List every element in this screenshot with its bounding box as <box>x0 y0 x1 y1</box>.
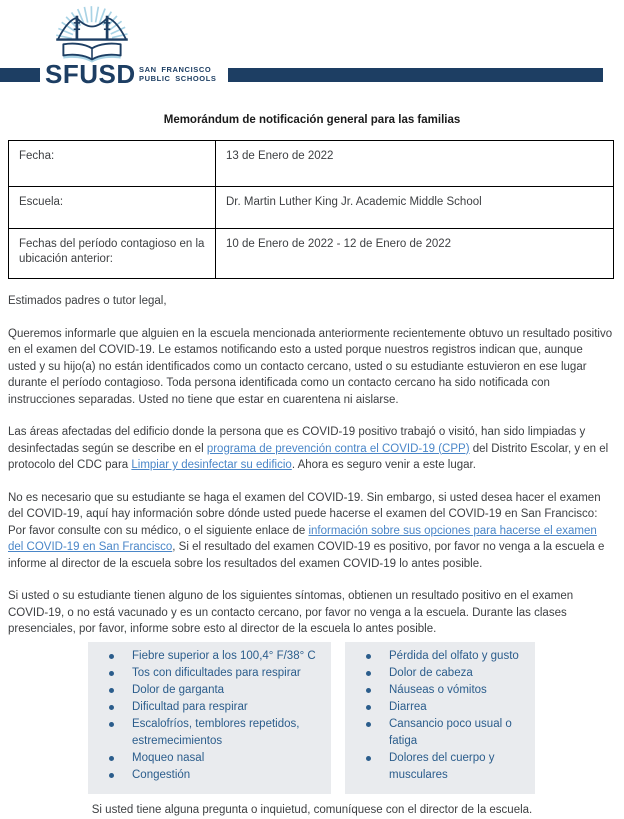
paragraph-testing <box>8 490 614 573</box>
symptom-item: Fiebre superior a los 100,4° F/38° C <box>88 648 325 665</box>
symptom-list-right <box>345 648 529 784</box>
memo-body <box>8 293 614 638</box>
row-date-label: Fecha: <box>9 141 216 187</box>
paragraph-symptoms-intro: Si usted o su estudiante tienen alguno de los siguientes síntomas, obtienen un resultado positivo en el examen COVID-19, o no está vacunado y es un contacto cercano, por favor no venga a la escuela. Durante las clases presenciales, por favor, informe sobre esto al director de la escuela lo antes posible. <box>8 590 574 635</box>
paragraph-cleaning <box>8 424 614 474</box>
symptom-item: Cansancio poco usual o fatiga <box>345 716 529 750</box>
header-bar-right <box>228 68 603 82</box>
paragraph-testing-text: No es necesario que su estudiante se haga el examen del COVID-19. Sin embargo, si usted desea hacer el examen del COVID-19, aquí hay información sobre dónde usted puede hacerse el examen del COVID-19 en San Francisco: Por favor consulte con su médico, o el siguiente enlace de <box>8 491 601 537</box>
closing-line: Si usted tiene alguna pregunta o inquietud, comuníquese con el director de la escuela. <box>91 803 533 816</box>
cpp-program-link[interactable]: programa de prevención contra el COVID-19 (CPP) <box>206 442 470 455</box>
symptom-item: Moqueo nasal <box>88 750 325 767</box>
header <box>0 0 624 96</box>
symptom-item: Congestión <box>88 767 325 784</box>
cdc-cleaning-link[interactable]: Limpiar y desinfectar su edificio <box>131 459 292 471</box>
symptom-item: Dolor de cabeza <box>345 665 529 682</box>
salutation: Estimados padres o tutor legal, <box>8 295 167 307</box>
sfusd-bridge-book-logo-icon <box>52 3 132 65</box>
header-bar-left <box>0 68 40 82</box>
symptom-item: Náuseas o vómitos <box>345 682 529 699</box>
table-row <box>9 141 614 187</box>
symptom-list-left <box>88 648 325 784</box>
brand-subtitle <box>139 66 217 83</box>
symptom-item: Escalofríos, temblores repetidos, estremecimientos <box>88 716 325 750</box>
row-school-value: Dr. Martin Luther King Jr. Academic Middle School <box>216 187 614 229</box>
paragraph-cleaning-text: del Distrito Escolar, y en el protocolo del CDC para <box>8 442 609 471</box>
info-table <box>8 140 614 279</box>
row-contagious-period-value: 10 de Enero de 2022 - 12 de Enero de 2022 <box>216 229 614 279</box>
symptom-item: Pérdida del olfato y gusto <box>345 648 529 665</box>
symptom-lists <box>88 642 535 794</box>
brand-subtitle-line1: SAN FRANCISCO <box>139 65 212 74</box>
table-row <box>9 229 614 279</box>
brand-subtitle-line2: PUBLIC SCHOOLS <box>139 73 217 83</box>
table-row <box>9 187 614 229</box>
row-contagious-period-label: Fechas del período contagioso en la ubicación anterior: <box>9 229 216 279</box>
paragraph-cleaning-text: . Ahora es seguro venir a este lugar. <box>291 459 476 471</box>
row-date-value: 13 de Enero de 2022 <box>216 141 614 187</box>
row-school-label: Escuela: <box>9 187 216 229</box>
symptom-item: Dolores del cuerpo y musculares <box>345 750 529 784</box>
brand-sfusd: SFUSD <box>45 59 136 89</box>
symptom-item: Tos con dificultades para respirar <box>88 665 325 682</box>
symptom-box-right <box>345 642 535 794</box>
symptom-item: Diarrea <box>345 699 529 716</box>
symptom-item: Dolor de garganta <box>88 682 325 699</box>
memo-title: Memorándum de notificación general para las familias <box>163 114 461 126</box>
testing-options-link[interactable]: información sobre sus opciones para hacerse el examen del COVID-19 en San Francisco <box>8 524 597 553</box>
symptom-item: Dificultad para respirar <box>88 699 325 716</box>
paragraph-cleaning-text: Las áreas afectadas del edificio donde la persona que es COVID-19 positivo trabajó o visitó, han sido limpiadas y desinfectadas según se describe en el <box>8 426 586 455</box>
symptom-box-left <box>88 642 331 794</box>
paragraph-notification: Queremos informarle que alguien en la escuela mencionada anteriormente recientemente obtuvo un resultado positivo en el examen del COVID-19. Le estamos notificando esto a usted porque nuestros registros indican que, aunque usted y su hijo(a) no están identificados como un contacto cercano, usted o su estudiante estuvieron en ese lugar durante el período contagioso. Toda persona identificada como un contacto cercano ha sido notificada con instrucciones separadas. Usted no tiene que estar en cuarentena ni aislarse. <box>8 327 613 406</box>
paragraph-testing-text: , Si el resultado del examen COVID-19 es positivo, por favor no venga a la escuela e informe al director de la escuela sobre los resultados del examen COVID-19 lo antes posible. <box>8 541 605 570</box>
